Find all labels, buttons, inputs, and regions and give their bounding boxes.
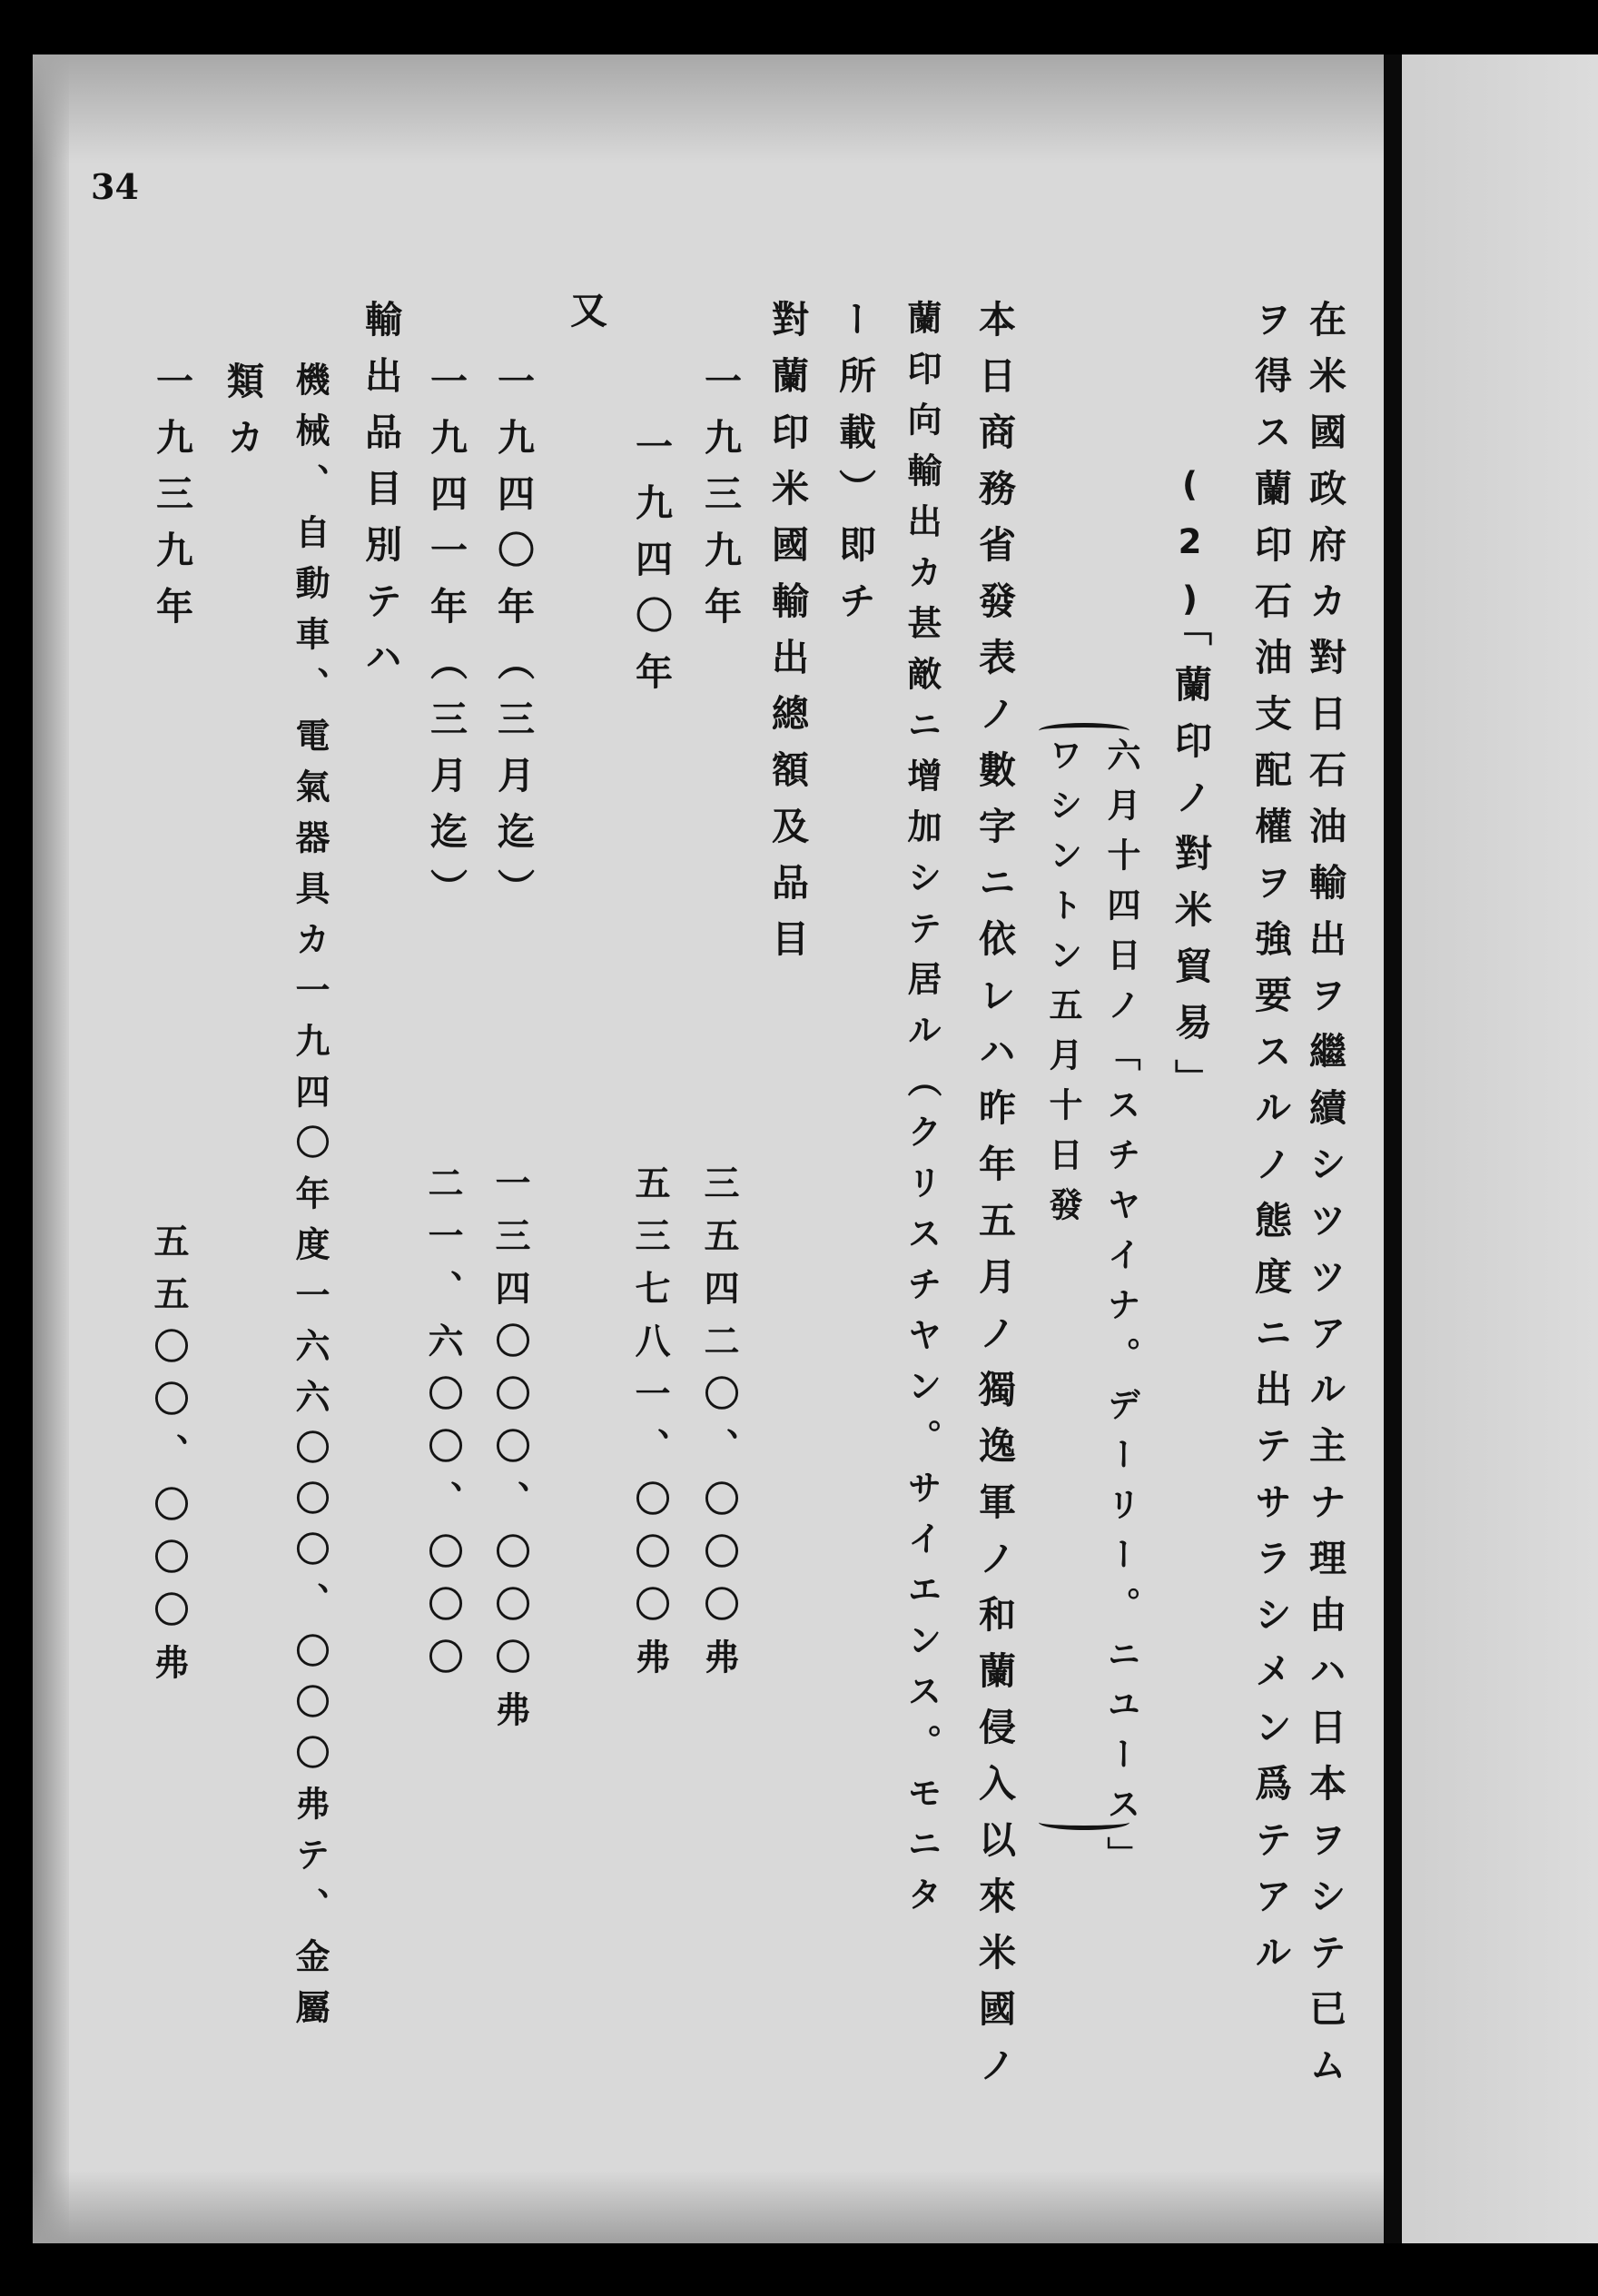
section-number: (2) [1170, 465, 1209, 637]
row-1939-metal-year: 一九三九年 [150, 361, 193, 643]
section-title: 「蘭印ノ對米貿易」 [1169, 609, 1212, 1115]
source-bracket-top [1039, 723, 1129, 738]
text-line-7: 蘭印向輸出カ甚敵ニ增加シテ居ル（クリスチヤン。サイエンス。モニタ [902, 300, 942, 1927]
row-1940-year: 一九四〇年 [629, 427, 673, 708]
facing-page-edge [1402, 54, 1598, 2243]
text-line-16: 機械、自動車、電氣器具カ一九四〇年度一六六〇〇〇、〇〇〇弗テ、金屬 [290, 361, 330, 2040]
source-dateline: ワシントン五月十日發 [1043, 737, 1082, 1237]
conjunction-mata: 又 [564, 291, 607, 347]
page-shadow-bottom [33, 2171, 1384, 2243]
page-gutter [1384, 54, 1402, 2243]
text-line-17: 類カ [221, 361, 264, 474]
text-line-1: 在米國政府カ對日石油輸出ヲ繼續シツツアル主ナ理由ハ日本ヲシテ已ム [1303, 300, 1346, 2102]
page-shadow-left [33, 54, 69, 2243]
row-1939-metal-amount: 五五〇〇、〇〇〇弗 [148, 1222, 189, 1697]
page-number: 34 [91, 166, 139, 207]
text-line-6: 本日商務省發表ノ數字ニ依レハ昨年五月ノ獨逸軍ノ和蘭侵入以來米國ノ [972, 300, 1016, 2102]
source-bracket-bottom [1039, 1815, 1129, 1830]
row-1940-q1-amount: 一三四〇〇〇、〇〇〇弗 [489, 1164, 530, 1744]
table-heading: 對蘭印米國輸出總額及品目 [765, 300, 809, 975]
row-1941-q1-amount: 二一、六〇〇、〇〇〇 [422, 1164, 463, 1691]
row-1939-year: 一九三九年 [698, 361, 742, 643]
page-shadow-top [33, 54, 1384, 163]
text-line-8: ー所載）即チ [833, 300, 876, 638]
row-1941-q1-year: 一九四一年（三月迄） [424, 361, 468, 925]
row-1939-amount: 三五四二〇、〇〇〇弗 [698, 1164, 739, 1691]
source-newspaper: 六月十四日ノ「スチヤイナ。デーリー。ニユース」 [1101, 737, 1140, 1886]
row-1940-q1-year: 一九四〇年（三月迄） [491, 361, 535, 925]
row-1940-amount: 五三七八一、〇〇〇弗 [629, 1164, 670, 1691]
text-line-15: 輸出品目別テハ [359, 300, 402, 694]
text-line-2: ヲ得ス蘭印石油支配權ヲ強要スルノ態度ニ出テサラシメン爲テアル [1248, 300, 1292, 1989]
